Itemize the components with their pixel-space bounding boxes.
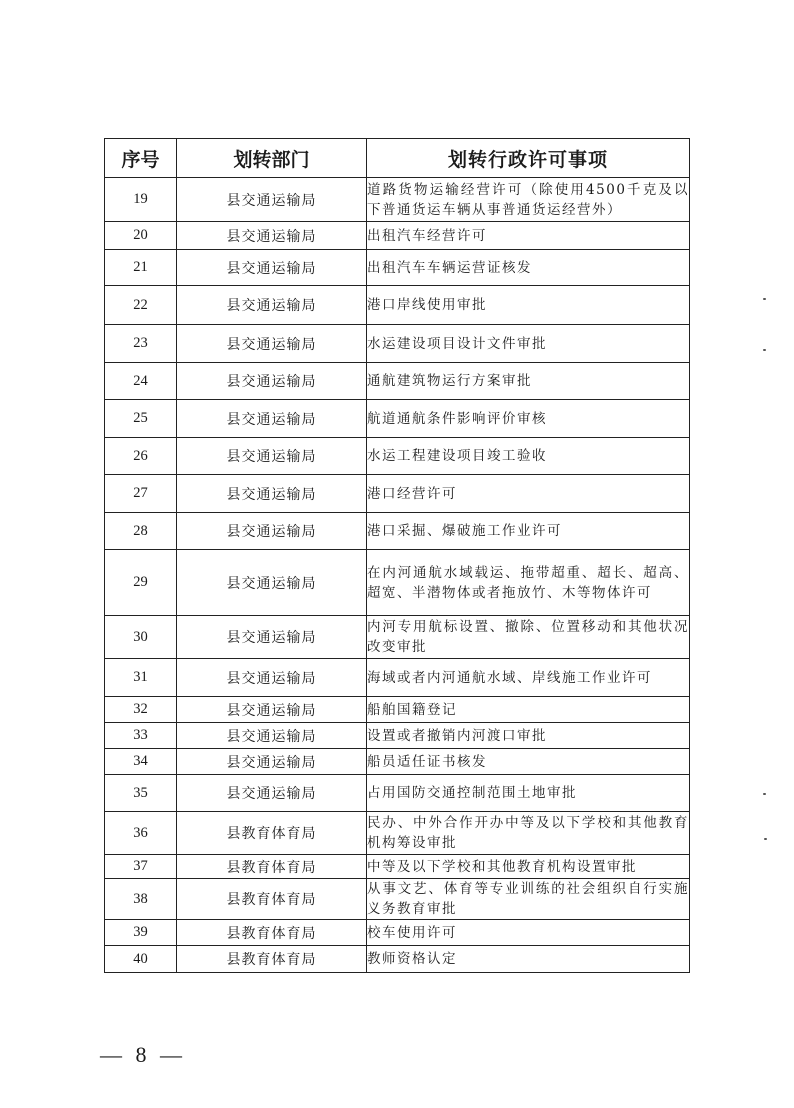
table-row — [105, 250, 690, 286]
row-number-cell: 35 — [105, 775, 177, 812]
table-row — [105, 920, 690, 946]
table-header-row — [105, 139, 690, 178]
department-cell: 县交通运输局 — [177, 286, 367, 325]
table-row — [105, 438, 690, 475]
row-number-cell: 27 — [105, 475, 177, 513]
permit-item-cell: 航道通航条件影响评价审核 — [367, 400, 690, 438]
table-row — [105, 550, 690, 616]
transfer-items-table — [104, 138, 690, 973]
permit-item-cell: 从事文艺、体育等专业训练的社会组织自行实施义务教育审批 — [367, 879, 690, 920]
permit-item-cell: 教师资格认定 — [367, 946, 690, 973]
row-number-cell: 32 — [105, 697, 177, 723]
table-row — [105, 775, 690, 812]
department-cell: 县交通运输局 — [177, 475, 367, 513]
row-number-cell: 24 — [105, 363, 177, 400]
permit-item-cell: 水运工程建设项目竣工验收 — [367, 438, 690, 475]
scan-speck — [763, 793, 766, 795]
header-item: 划转行政许可事项 — [367, 139, 690, 178]
permit-item-cell: 道路货物运输经营许可（除使用4500千克及以下普通货运车辆从事普通货运经营外） — [367, 178, 690, 222]
permit-item-cell: 港口经营许可 — [367, 475, 690, 513]
department-cell: 县教育体育局 — [177, 812, 367, 855]
row-number-cell: 20 — [105, 222, 177, 250]
permit-item-cell: 校车使用许可 — [367, 920, 690, 946]
table-row — [105, 879, 690, 920]
scan-speck — [763, 349, 766, 351]
table-row — [105, 855, 690, 879]
table-row — [105, 513, 690, 550]
permit-item-cell: 海域或者内河通航水域、岸线施工作业许可 — [367, 659, 690, 697]
department-cell: 县交通运输局 — [177, 178, 367, 222]
table-row — [105, 178, 690, 222]
table-row — [105, 363, 690, 400]
permit-item-cell: 出租汽车车辆运营证核发 — [367, 250, 690, 286]
table-row — [105, 325, 690, 363]
row-number-cell: 30 — [105, 616, 177, 659]
department-cell: 县交通运输局 — [177, 697, 367, 723]
permit-item-cell: 通航建筑物运行方案审批 — [367, 363, 690, 400]
row-number-cell: 23 — [105, 325, 177, 363]
table-row — [105, 616, 690, 659]
permit-item-cell: 内河专用航标设置、撤除、位置移动和其他状况改变审批 — [367, 616, 690, 659]
table-row — [105, 222, 690, 250]
table-row — [105, 400, 690, 438]
row-number-cell: 34 — [105, 749, 177, 775]
department-cell: 县教育体育局 — [177, 879, 367, 920]
department-cell: 县交通运输局 — [177, 250, 367, 286]
department-cell: 县交通运输局 — [177, 400, 367, 438]
row-number-cell: 28 — [105, 513, 177, 550]
scan-speck — [764, 838, 767, 840]
row-number-cell: 37 — [105, 855, 177, 879]
row-number-cell: 22 — [105, 286, 177, 325]
page-number: — 8 — — [100, 1042, 186, 1067]
department-cell: 县交通运输局 — [177, 723, 367, 749]
permit-item-cell: 占用国防交通控制范围土地审批 — [367, 775, 690, 812]
header-index: 序号 — [105, 139, 177, 178]
row-number-cell: 36 — [105, 812, 177, 855]
row-number-cell: 31 — [105, 659, 177, 697]
table-row — [105, 723, 690, 749]
permit-item-cell: 设置或者撤销内河渡口审批 — [367, 723, 690, 749]
permit-item-cell: 出租汽车经营许可 — [367, 222, 690, 250]
table-row — [105, 697, 690, 723]
header-department: 划转部门 — [177, 139, 367, 178]
row-number-cell: 39 — [105, 920, 177, 946]
department-cell: 县交通运输局 — [177, 513, 367, 550]
department-cell: 县交通运输局 — [177, 749, 367, 775]
permit-item-cell: 港口岸线使用审批 — [367, 286, 690, 325]
department-cell: 县交通运输局 — [177, 325, 367, 363]
scan-speck — [763, 298, 766, 300]
department-cell: 县教育体育局 — [177, 855, 367, 879]
department-cell: 县交通运输局 — [177, 438, 367, 475]
department-cell: 县交通运输局 — [177, 616, 367, 659]
table-row — [105, 812, 690, 855]
permit-item-cell: 民办、中外合作开办中等及以下学校和其他教育机构筹设审批 — [367, 812, 690, 855]
table-row — [105, 475, 690, 513]
department-cell: 县交通运输局 — [177, 659, 367, 697]
table-body — [105, 178, 690, 973]
department-cell: 县交通运输局 — [177, 775, 367, 812]
department-cell: 县交通运输局 — [177, 550, 367, 616]
row-number-cell: 29 — [105, 550, 177, 616]
row-number-cell: 25 — [105, 400, 177, 438]
row-number-cell: 26 — [105, 438, 177, 475]
permit-item-cell: 中等及以下学校和其他教育机构设置审批 — [367, 855, 690, 879]
permit-item-cell: 水运建设项目设计文件审批 — [367, 325, 690, 363]
permit-item-cell: 在内河通航水域载运、拖带超重、超长、超高、超宽、半潜物体或者拖放竹、木等物体许可 — [367, 550, 690, 616]
table-row — [105, 946, 690, 973]
permit-item-cell: 港口采掘、爆破施工作业许可 — [367, 513, 690, 550]
table-row — [105, 749, 690, 775]
row-number-cell: 40 — [105, 946, 177, 973]
row-number-cell: 38 — [105, 879, 177, 920]
department-cell: 县交通运输局 — [177, 363, 367, 400]
row-number-cell: 19 — [105, 178, 177, 222]
table-row — [105, 286, 690, 325]
permit-item-cell: 船员适任证书核发 — [367, 749, 690, 775]
permit-item-cell: 船舶国籍登记 — [367, 697, 690, 723]
table-row — [105, 659, 690, 697]
department-cell: 县教育体育局 — [177, 920, 367, 946]
row-number-cell: 33 — [105, 723, 177, 749]
department-cell: 县交通运输局 — [177, 222, 367, 250]
row-number-cell: 21 — [105, 250, 177, 286]
department-cell: 县教育体育局 — [177, 946, 367, 973]
